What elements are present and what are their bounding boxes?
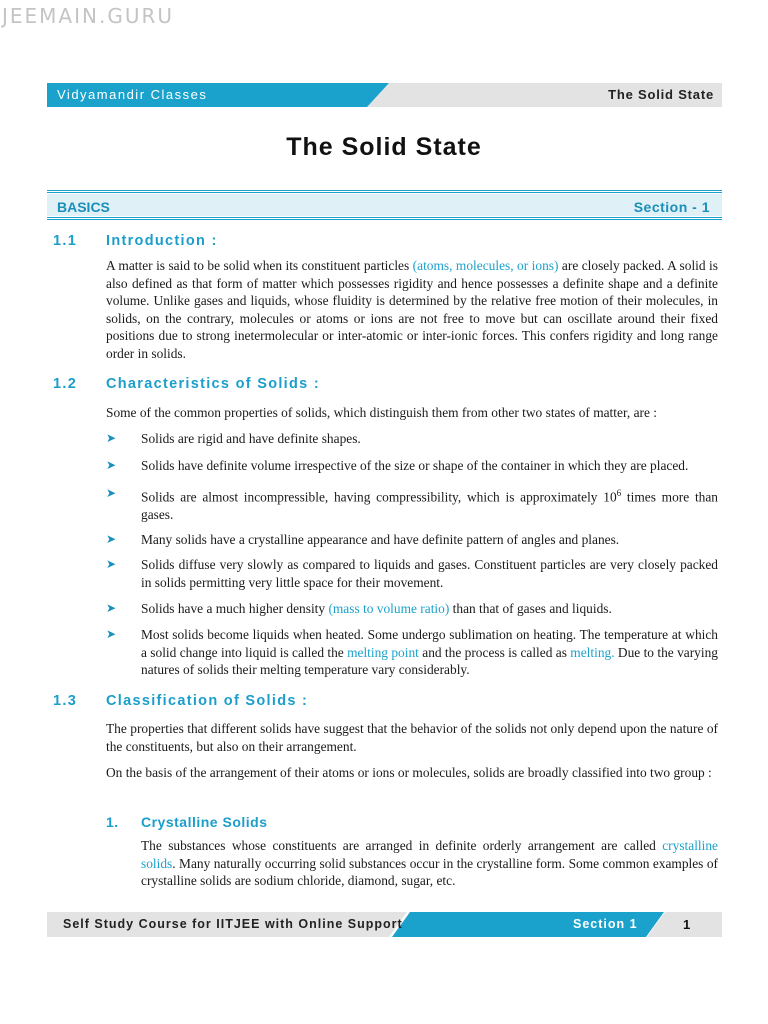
list-item: ➤ Solids have definite volume irrespective of the size or shape of the container in which they are placed. (106, 458, 689, 473)
heading-text: Classification of Solids : (106, 693, 309, 709)
section-bar (47, 190, 722, 220)
arrow-bullet-icon: ➤ (106, 486, 117, 500)
footer-section: Section 1 (573, 917, 638, 931)
list-item: ➤ Many solids have a crystalline appearance and have definite pattern of angles and planes. (106, 532, 620, 547)
list-item: ➤ Solids are almost incompressible, having compressibility, which is approximately $10^6$ times more than gases. (106, 486, 719, 523)
heading-number: 1.1 (53, 233, 78, 249)
subheading-text: Crystalline Solids (141, 814, 268, 830)
arrow-bullet-icon: ➤ (106, 532, 117, 546)
page-footer (47, 912, 722, 937)
page-header (47, 83, 722, 107)
intro-paragraph: A matter is said to be solid when its constituent particles (atoms, molecules, or ions) are closely packed. A solid is also defined as that form of matter which possesses rigidity and hence possesses a definite shape and a definite volume. Unlike gases and liquids, whose fluidity is determined by the relative free motion of their molecules, in solids, on the contrary, molecules or atoms or ions are not free to move but can oscillate around their fixed positions due to strong inetermolecular or inter-atomic or inter-ionic forces. This confers rigidity and long range order in solids. (106, 258, 718, 361)
heading-number: 1.3 (53, 693, 78, 709)
arrow-bullet-icon: ➤ (106, 431, 117, 445)
highlight-particles: (atoms, molecules, or ions) (412, 258, 559, 273)
section-number: Section - 1 (633, 199, 710, 215)
page-title: The Solid State (286, 133, 482, 161)
list-item: ➤ Solids diffuse very slowly as compared to liquids and gases. Constituent particles are very closely packed in solids permitting very little space for their movement. (106, 557, 718, 590)
list-item: ➤ Solids have a much higher density (mass to volume ratio) than that of gases and liquids. (106, 601, 612, 616)
heading-text: Introduction : (106, 233, 218, 249)
header-chapter: The Solid State (608, 87, 714, 102)
crystalline-paragraph: The substances whose constituents are arranged in definite orderly arrangement are called crystalline solids. Many naturally occurring solid substances occur in the crystalline form. Some common examples of crystalline solids are sodium chloride, diamond, sugar, etc. (141, 838, 718, 889)
header-publisher: Vidyamandir Classes (57, 87, 208, 102)
page-number: 1 (683, 917, 691, 932)
heading-number: 1.2 (53, 376, 78, 392)
arrow-bullet-icon: ➤ (106, 601, 117, 615)
classification-paragraph-1: The properties that different solids have suggest that the behavior of the solids not only depend upon the nature of the constituents, but also on their arrangement. (106, 721, 718, 754)
arrow-bullet-icon: ➤ (106, 557, 117, 571)
heading-text: Characteristics of Solids : (106, 376, 320, 392)
list-item: ➤ Solids are rigid and have definite shapes. (106, 431, 361, 446)
characteristics-intro: Some of the common properties of solids, which distinguish them from other two states of matter, are : (106, 405, 657, 420)
classification-paragraph-2: On the basis of the arrangement of their atoms or ions or molecules, solids are broadly classified into two group : (106, 765, 712, 780)
footer-course-title: Self Study Course for IITJEE with Online Support (63, 917, 403, 931)
list-item: ➤ Most solids become liquids when heated. Some undergo sublimation on heating. The temperature at which a solid change into liquid is called the melting point and the process is called as melting. Due to the varying natures of solids their melting temperature vary considerably. (106, 627, 718, 678)
arrow-bullet-icon: ➤ (106, 458, 117, 472)
subheading-number: 1. (106, 814, 119, 830)
watermark: JEEMAIN.GURU (2, 4, 174, 28)
section-label: BASICS (57, 199, 110, 215)
section-bar-fill (47, 194, 722, 216)
arrow-bullet-icon: ➤ (106, 627, 117, 641)
